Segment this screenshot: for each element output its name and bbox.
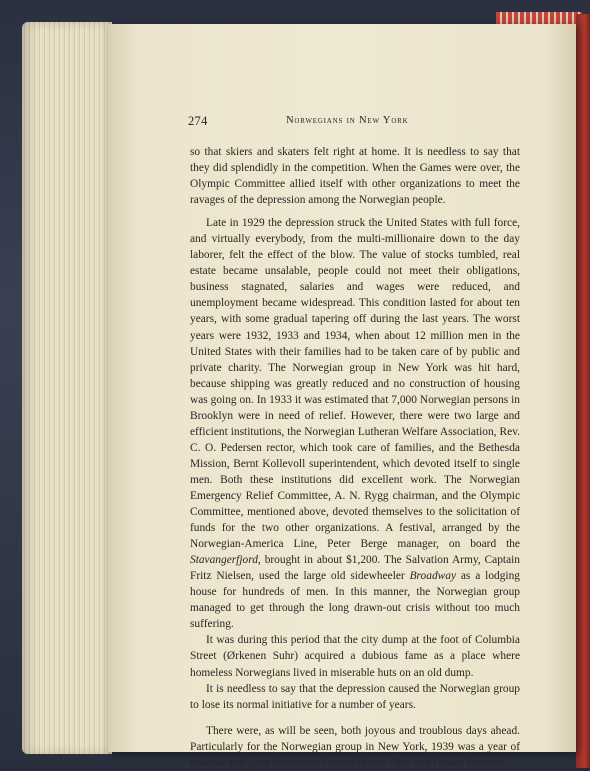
page-number: 274: [188, 114, 208, 128]
paragraph-2-part-b: brought in about $1,200. The Salvation Army, Captain Fritz Nielsen, used the large old sidewheeler: [190, 554, 520, 583]
ship-name-stavangerfjord: Stavangerfjord,: [190, 554, 261, 567]
paragraph-2: [190, 215, 520, 632]
paragraph-2-part-c: as a lodging house for hundreds of men. In this manner, the Norwegian group managed to get through the long drawn-out crisis without too much suffering.: [190, 570, 520, 631]
paragraph-3: It was during this period that the city dump at the foot of Columbia Street (Ørkenen Suhr) acquired a dubious fame as a place where homeless Norwegians lived in miserable huts on an old dump.: [190, 634, 520, 679]
paragraph-2-part-a: Late in 1929 the depression struck the United States with full force, and virtually everybody, from the multi-millionaire down to the day laborer, felt the effect of the blow. The value of stocks tumbled, real estate became unsalable, people could not meet their obligations, business stagnated, salaries and wages were reduced, and unemployment became widespread. This condition lasted for about ten years, with some gradual tapering off during the last years. The worst years were 1932, 1933 and 1934, when about 12 million men in the United States with their families had to be taken care of by public and private charity. The Norwegian group in New York was hit hard, because shipping was greatly reduced and no construction of housing was going on. In 1933 it was estimated that 7,000 Norwegian persons in Brooklyn were in need of relief. However, there were two large and efficient institutions, the Norwegian Lutheran Welfare Association, Rev. C. O. Pedersen rector, which took care of families, and the Bethesda Mission, Bernt Kollevoll superintendent, which devoted itself to single men. Both these institutions did excellent work. The Norwegian Emergency Relief Committee, A. N. Rygg chairman, and the Olympic Committee, mentioned above, devoted themselves to the solicitation of funds for the two other organizations. A festival, arranged by the Norwegian-America Line, Peter Berge manager, on board the: [190, 217, 520, 551]
book-page: [108, 24, 576, 769]
paragraph-5: There were, as will be seen, both joyous and troublous days ahead. Particularly for the Norwegian group in New York, 1939 was a year of unusual and great festivities. Crown Prince Olav and Crown Princess: [190, 724, 520, 769]
open-book: [22, 22, 580, 769]
running-head: [108, 114, 576, 134]
boat-name-broadway: Broadway: [409, 570, 456, 583]
paragraph-4: It is needless to say that the depression caused the Norwegian group to lose its normal initiative for a number of years.: [190, 682, 520, 711]
page-stack-edges: [22, 22, 112, 754]
paragraph-1: so that skiers and skaters felt right at home. It is needless to say that they did splendidly in the competition. When the Games were over, the Olympic Committee allied itself with other organizations to meet the ravages of the depression among the Norwegian people.: [190, 146, 520, 207]
body-text: [190, 144, 520, 771]
running-title: Norwegians in New York: [286, 115, 409, 126]
